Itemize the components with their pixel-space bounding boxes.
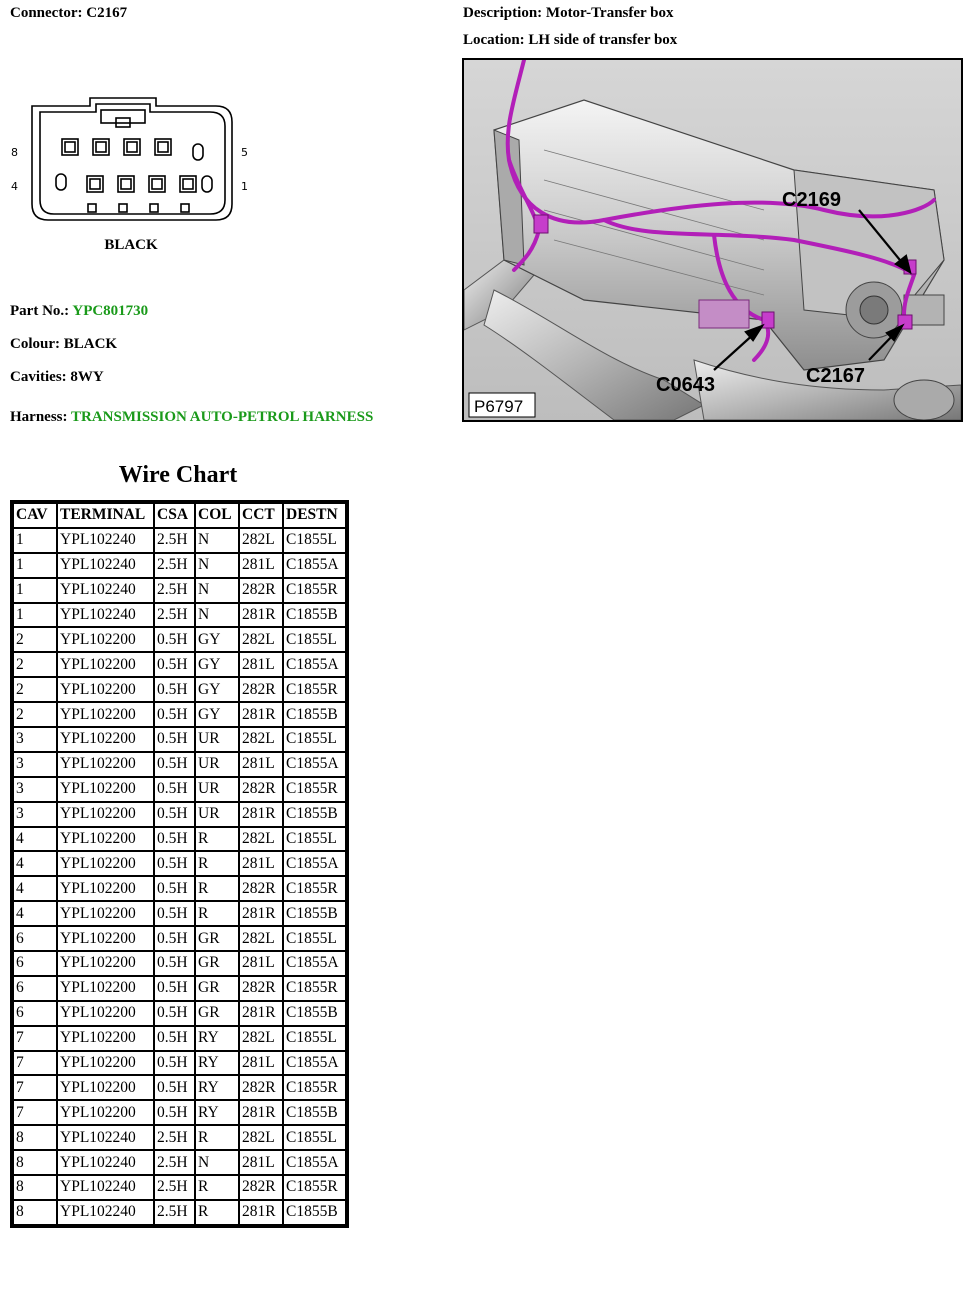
cell-cav: 1	[13, 578, 57, 603]
cell-cct: 281R	[239, 1200, 283, 1225]
cell-col: GR	[195, 951, 239, 976]
cell-col: UR	[195, 752, 239, 777]
cell-csa: 0.5H	[154, 901, 195, 926]
wire-chart-body	[13, 528, 346, 1225]
cell-cct: 282R	[239, 677, 283, 702]
cell-csa: 0.5H	[154, 851, 195, 876]
cell-csa: 0.5H	[154, 1051, 195, 1076]
table-row	[13, 976, 346, 1001]
photo-reference: P6797	[474, 397, 524, 416]
cell-cav: 3	[13, 727, 57, 752]
cell-col: GY	[195, 702, 239, 727]
cell-csa: 0.5H	[154, 752, 195, 777]
table-row	[13, 702, 346, 727]
harness-line	[10, 409, 373, 426]
cell-cct: 282R	[239, 876, 283, 901]
cell-terminal: YPL102240	[57, 553, 154, 578]
cell-col: RY	[195, 1100, 239, 1125]
cell-cav: 1	[13, 553, 57, 578]
cell-col: R	[195, 851, 239, 876]
cell-csa: 2.5H	[154, 1175, 195, 1200]
table-header-row	[13, 503, 346, 528]
table-row	[13, 926, 346, 951]
cell-cav: 8	[13, 1125, 57, 1150]
wire-chart-title: Wire Chart	[118, 462, 238, 488]
cell-csa: 0.5H	[154, 876, 195, 901]
cell-terminal: YPL102200	[57, 926, 154, 951]
cell-col: RY	[195, 1051, 239, 1076]
cell-csa: 0.5H	[154, 976, 195, 1001]
cell-terminal: YPL102240	[57, 1150, 154, 1175]
table-row	[13, 802, 346, 827]
cell-cav: 2	[13, 627, 57, 652]
cell-col: GY	[195, 677, 239, 702]
column-header-cct: CCT	[239, 503, 283, 528]
table-row	[13, 1175, 346, 1200]
pin-label-1: 1	[241, 180, 248, 193]
cell-col: N	[195, 1150, 239, 1175]
cell-terminal: YPL102200	[57, 1026, 154, 1051]
table-row	[13, 1051, 346, 1076]
cell-terminal: YPL102200	[57, 777, 154, 802]
cell-terminal: YPL102240	[57, 528, 154, 553]
cell-cav: 1	[13, 528, 57, 553]
cell-cct: 281R	[239, 802, 283, 827]
table-row	[13, 553, 346, 578]
cell-terminal: YPL102200	[57, 951, 154, 976]
cell-terminal: YPL102200	[57, 1100, 154, 1125]
cell-destn: C1855L	[283, 1026, 346, 1051]
cell-cav: 3	[13, 802, 57, 827]
column-header-terminal: TERMINAL	[57, 503, 154, 528]
cell-cct: 281R	[239, 1001, 283, 1026]
pin-label-4: 4	[11, 180, 18, 193]
cell-destn: C1855A	[283, 553, 346, 578]
cell-cav: 3	[13, 777, 57, 802]
cell-terminal: YPL102200	[57, 851, 154, 876]
table-row	[13, 1150, 346, 1175]
cell-destn: C1855R	[283, 578, 346, 603]
connector-value: C2167	[86, 5, 128, 21]
cell-cav: 4	[13, 827, 57, 852]
cell-csa: 0.5H	[154, 777, 195, 802]
cell-terminal: YPL102200	[57, 976, 154, 1001]
cell-cct: 282L	[239, 827, 283, 852]
cell-cct: 281R	[239, 702, 283, 727]
cell-csa: 0.5H	[154, 951, 195, 976]
cell-terminal: YPL102200	[57, 727, 154, 752]
cell-destn: C1855L	[283, 627, 346, 652]
cell-destn: C1855L	[283, 528, 346, 553]
cell-cct: 281L	[239, 553, 283, 578]
cell-destn: C1855R	[283, 677, 346, 702]
cell-col: N	[195, 578, 239, 603]
cell-cct: 282L	[239, 1125, 283, 1150]
table-row	[13, 777, 346, 802]
cell-destn: C1855B	[283, 702, 346, 727]
cell-cav: 8	[13, 1200, 57, 1225]
table-row	[13, 627, 346, 652]
part-number-label: Part No.:	[10, 303, 70, 319]
photo-label-c0643: C0643	[656, 374, 715, 396]
wire-chart-table	[10, 500, 349, 1228]
cell-cav: 6	[13, 926, 57, 951]
cell-csa: 0.5H	[154, 802, 195, 827]
pin-label-8: 8	[11, 146, 18, 159]
cell-col: R	[195, 1200, 239, 1225]
cell-cav: 4	[13, 901, 57, 926]
connector-colour-label: BLACK	[104, 237, 158, 253]
cell-cct: 281L	[239, 1150, 283, 1175]
cell-terminal: YPL102200	[57, 752, 154, 777]
table-row	[13, 752, 346, 777]
cell-cct: 281L	[239, 1051, 283, 1076]
location-value: LH side of transfer box	[528, 32, 678, 48]
cell-csa: 2.5H	[154, 578, 195, 603]
cell-cct: 281R	[239, 901, 283, 926]
cell-cav: 4	[13, 851, 57, 876]
cavities-value: 8WY	[70, 369, 104, 385]
cell-cav: 2	[13, 652, 57, 677]
cell-cav: 6	[13, 1001, 57, 1026]
table-row	[13, 528, 346, 553]
photo-label-c2169: C2169	[782, 189, 841, 211]
cell-cav: 6	[13, 951, 57, 976]
cell-cct: 281R	[239, 603, 283, 628]
column-header-col: COL	[195, 503, 239, 528]
cell-terminal: YPL102200	[57, 827, 154, 852]
cell-terminal: YPL102200	[57, 901, 154, 926]
cell-csa: 0.5H	[154, 702, 195, 727]
cell-destn: C1855R	[283, 1075, 346, 1100]
cell-destn: C1855R	[283, 1175, 346, 1200]
cell-col: GY	[195, 652, 239, 677]
cell-destn: C1855A	[283, 851, 346, 876]
location-illustration	[462, 58, 963, 422]
table-row	[13, 951, 346, 976]
table-row	[13, 603, 346, 628]
harness-label: Harness:	[10, 409, 68, 425]
cavities-line	[10, 369, 104, 386]
description-heading	[463, 5, 674, 22]
cell-col: RY	[195, 1075, 239, 1100]
cell-col: N	[195, 528, 239, 553]
cell-cct: 281L	[239, 652, 283, 677]
cell-terminal: YPL102200	[57, 702, 154, 727]
connector-heading	[10, 5, 127, 22]
cell-cav: 4	[13, 876, 57, 901]
table-row	[13, 901, 346, 926]
colour-line	[10, 336, 117, 353]
cell-cav: 6	[13, 976, 57, 1001]
cell-csa: 0.5H	[154, 827, 195, 852]
cell-cct: 282L	[239, 1026, 283, 1051]
cell-cct: 282R	[239, 777, 283, 802]
table-row	[13, 677, 346, 702]
cell-col: R	[195, 1175, 239, 1200]
cell-cav: 7	[13, 1100, 57, 1125]
cell-cct: 282L	[239, 727, 283, 752]
cell-terminal: YPL102240	[57, 1125, 154, 1150]
cell-col: GR	[195, 926, 239, 951]
cell-terminal: YPL102200	[57, 1075, 154, 1100]
table-row	[13, 652, 346, 677]
cell-csa: 0.5H	[154, 1075, 195, 1100]
cell-col: RY	[195, 1026, 239, 1051]
cell-terminal: YPL102200	[57, 1051, 154, 1076]
harness-value: TRANSMISSION AUTO-PETROL HARNESS	[70, 409, 374, 425]
description-value: Motor-Transfer box	[545, 5, 674, 21]
table-row	[13, 727, 346, 752]
connector-label: Connector:	[10, 5, 83, 21]
cell-destn: C1855L	[283, 727, 346, 752]
cell-csa: 0.5H	[154, 1026, 195, 1051]
cell-col: R	[195, 901, 239, 926]
cell-destn: C1855B	[283, 1001, 346, 1026]
cell-terminal: YPL102240	[57, 578, 154, 603]
cell-csa: 2.5H	[154, 603, 195, 628]
table-row	[13, 851, 346, 876]
cell-csa: 0.5H	[154, 627, 195, 652]
cell-cav: 7	[13, 1026, 57, 1051]
cell-destn: C1855B	[283, 802, 346, 827]
cell-csa: 0.5H	[154, 677, 195, 702]
cell-csa: 0.5H	[154, 1001, 195, 1026]
cell-destn: C1855L	[283, 926, 346, 951]
cell-col: R	[195, 1125, 239, 1150]
cell-terminal: YPL102200	[57, 652, 154, 677]
cell-destn: C1855B	[283, 603, 346, 628]
table-row	[13, 1075, 346, 1100]
colour-value: BLACK	[63, 336, 118, 352]
cell-csa: 0.5H	[154, 1100, 195, 1125]
cell-cct: 282R	[239, 976, 283, 1001]
cell-col: UR	[195, 802, 239, 827]
connector-face-diagram	[8, 92, 258, 262]
cell-cct: 282R	[239, 1075, 283, 1100]
cell-csa: 0.5H	[154, 727, 195, 752]
pin-label-5: 5	[241, 146, 248, 159]
cell-terminal: YPL102240	[57, 1175, 154, 1200]
cell-terminal: YPL102240	[57, 1200, 154, 1225]
table-row	[13, 1100, 346, 1125]
cell-cav: 3	[13, 752, 57, 777]
cell-col: UR	[195, 727, 239, 752]
table-row	[13, 578, 346, 603]
cell-terminal: YPL102240	[57, 603, 154, 628]
cell-cct: 281L	[239, 752, 283, 777]
cell-cct: 282L	[239, 528, 283, 553]
cell-col: N	[195, 603, 239, 628]
cell-csa: 2.5H	[154, 528, 195, 553]
cell-col: R	[195, 876, 239, 901]
cell-cct: 282R	[239, 578, 283, 603]
cell-cav: 8	[13, 1150, 57, 1175]
cell-terminal: YPL102200	[57, 876, 154, 901]
cell-cav: 7	[13, 1051, 57, 1076]
cell-cct: 282L	[239, 627, 283, 652]
cell-destn: C1855R	[283, 777, 346, 802]
photo-label-c2167: C2167	[806, 365, 865, 387]
table-row	[13, 876, 346, 901]
cell-cct: 282R	[239, 1175, 283, 1200]
cell-terminal: YPL102200	[57, 627, 154, 652]
cell-col: UR	[195, 777, 239, 802]
column-header-csa: CSA	[154, 503, 195, 528]
cell-col: R	[195, 827, 239, 852]
location-label: Location:	[463, 32, 525, 48]
table-row	[13, 1125, 346, 1150]
table-row	[13, 1026, 346, 1051]
cell-col: GY	[195, 627, 239, 652]
cell-cct: 282L	[239, 926, 283, 951]
cell-destn: C1855A	[283, 951, 346, 976]
part-number-line	[10, 303, 148, 320]
cell-destn: C1855L	[283, 1125, 346, 1150]
cell-csa: 2.5H	[154, 553, 195, 578]
cell-col: GR	[195, 976, 239, 1001]
cell-csa: 2.5H	[154, 1150, 195, 1175]
cell-destn: C1855A	[283, 752, 346, 777]
cell-destn: C1855A	[283, 652, 346, 677]
cell-cav: 2	[13, 677, 57, 702]
cell-destn: C1855B	[283, 1200, 346, 1225]
cell-terminal: YPL102200	[57, 677, 154, 702]
cell-destn: C1855B	[283, 1100, 346, 1125]
cell-csa: 2.5H	[154, 1125, 195, 1150]
cell-csa: 0.5H	[154, 652, 195, 677]
cell-csa: 0.5H	[154, 926, 195, 951]
cell-destn: C1855A	[283, 1051, 346, 1076]
cell-cct: 281L	[239, 851, 283, 876]
cell-destn: C1855B	[283, 901, 346, 926]
cell-csa: 2.5H	[154, 1200, 195, 1225]
colour-label: Colour:	[10, 336, 60, 352]
table-row	[13, 827, 346, 852]
cell-destn: C1855L	[283, 827, 346, 852]
cell-cct: 281L	[239, 951, 283, 976]
cell-cav: 7	[13, 1075, 57, 1100]
column-header-destn: DESTN	[283, 503, 346, 528]
table-row	[13, 1001, 346, 1026]
cell-cct: 281R	[239, 1100, 283, 1125]
cell-destn: C1855R	[283, 876, 346, 901]
cell-cav: 8	[13, 1175, 57, 1200]
cell-terminal: YPL102200	[57, 1001, 154, 1026]
cell-destn: C1855R	[283, 976, 346, 1001]
cell-cav: 2	[13, 702, 57, 727]
description-label: Description:	[463, 5, 543, 21]
cell-destn: C1855A	[283, 1150, 346, 1175]
cell-cav: 1	[13, 603, 57, 628]
cell-terminal: YPL102200	[57, 802, 154, 827]
part-number-value: YPC801730	[72, 303, 149, 319]
cavities-label: Cavities:	[10, 369, 67, 385]
column-header-cav: CAV	[13, 503, 57, 528]
cell-col: N	[195, 553, 239, 578]
table-row	[13, 1200, 346, 1225]
cell-col: GR	[195, 1001, 239, 1026]
location-heading	[463, 32, 677, 49]
